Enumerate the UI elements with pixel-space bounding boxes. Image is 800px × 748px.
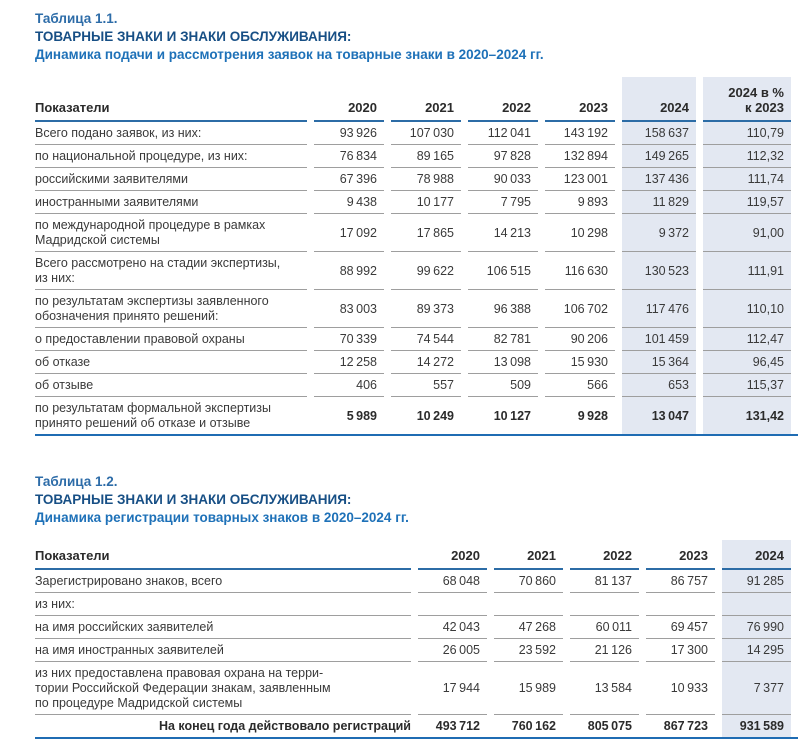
value-cell: 111,91 (703, 252, 791, 290)
value-cell: 867 723 (663, 719, 708, 733)
value-cell: 15 930 (545, 351, 615, 374)
year-column-header: 2021 (494, 540, 563, 570)
value-cell: 805 075 (587, 719, 632, 733)
value-cell: 10 249 (416, 408, 454, 423)
value-cell: 89 165 (391, 145, 461, 168)
value-cell: 67 396 (314, 168, 384, 191)
value-cell: 110,10 (703, 290, 791, 328)
value-cell (418, 593, 487, 616)
value-cell: 149 265 (622, 145, 696, 168)
value-cell: 74 544 (391, 328, 461, 351)
value-cell: 96 388 (468, 290, 538, 328)
value-cell: 17 865 (391, 214, 461, 252)
value-cell: 13 098 (468, 351, 538, 374)
value-cell: 99 622 (391, 252, 461, 290)
value-cell: 9 438 (314, 191, 384, 214)
indicator-label-cell: по международной процедуре в рамках Мадридской системы (35, 214, 307, 252)
value-cell: 406 (314, 374, 384, 397)
tbl2-grid (28, 540, 798, 737)
year-column-header: 2024 (622, 77, 696, 122)
ratio-column-header: 2024 в % к 2023 (703, 77, 791, 122)
value-cell: 111,74 (703, 168, 791, 191)
value-cell: 10 127 (493, 408, 531, 423)
value-cell: 566 (545, 374, 615, 397)
value-cell: 82 781 (468, 328, 538, 351)
value-cell: 137 436 (622, 168, 696, 191)
value-cell: 143 192 (545, 122, 615, 145)
value-cell: 117 476 (622, 290, 696, 328)
value-cell: 653 (622, 374, 696, 397)
value-cell: 106 702 (545, 290, 615, 328)
value-cell: 115,37 (703, 374, 791, 397)
year-column-header: 2023 (545, 77, 615, 122)
indicator-label-cell: российскими заявителями (35, 168, 307, 191)
tbl1-grid (28, 77, 798, 434)
indicator-label-cell: На конец года действовало регистраций (158, 719, 411, 733)
table-1-1-number: Таблица 1.1. (35, 11, 118, 26)
table-1-2-subtitle: Динамика регистрации товарных знаков в 2020–2024 гг. (35, 510, 409, 525)
value-cell: 97 828 (468, 145, 538, 168)
table-row (35, 639, 791, 662)
value-cell: 112,47 (703, 328, 791, 351)
value-cell: 86 757 (646, 570, 715, 593)
value-cell: 89 373 (391, 290, 461, 328)
table-row (35, 662, 791, 715)
value-cell: 14 295 (722, 639, 791, 662)
value-cell: 14 272 (391, 351, 461, 374)
value-cell: 17 944 (418, 662, 487, 715)
value-cell: 7 377 (722, 662, 791, 715)
value-cell: 15 364 (622, 351, 696, 374)
value-cell: 130 523 (622, 252, 696, 290)
value-cell: 557 (391, 374, 461, 397)
value-cell: 131,42 (703, 397, 791, 434)
value-cell: 132 894 (545, 145, 615, 168)
value-cell: 13 047 (622, 397, 696, 434)
table-1-2-titles (35, 473, 798, 527)
table-1-1-section (35, 10, 798, 436)
table-1-1-titles (35, 10, 798, 64)
year-column-header: 2022 (468, 77, 538, 122)
value-cell: 47 268 (494, 616, 563, 639)
value-cell: 91 285 (722, 570, 791, 593)
value-cell: 17 092 (314, 214, 384, 252)
value-cell: 123 001 (545, 168, 615, 191)
table-row (35, 122, 791, 145)
table-row (35, 252, 791, 290)
header-row (35, 540, 791, 570)
indicators-column-header: Показатели (35, 540, 411, 570)
indicators-column-header: Показатели (35, 77, 307, 122)
value-cell: 90 033 (468, 168, 538, 191)
year-column-header: 2020 (418, 540, 487, 570)
value-cell: 83 003 (314, 290, 384, 328)
value-cell: 107 030 (391, 122, 461, 145)
value-cell: 509 (468, 374, 538, 397)
value-cell: 14 213 (468, 214, 538, 252)
indicator-label-cell: по национальной процедуре, из них: (35, 145, 307, 168)
value-cell: 116 630 (545, 252, 615, 290)
indicator-label-cell: на имя иностранных заявителей (35, 639, 411, 662)
value-cell: 21 126 (570, 639, 639, 662)
table-1-2-heading: ТОВАРНЫЕ ЗНАКИ И ЗНАКИ ОБСЛУЖИВАНИЯ: (35, 492, 352, 507)
value-cell (722, 593, 791, 616)
value-cell: 17 300 (646, 639, 715, 662)
value-cell: 68 048 (418, 570, 487, 593)
value-cell: 931 589 (722, 715, 791, 737)
table-1-1-subtitle: Динамика подачи и рассмотрения заявок на товарные знаки в 2020–2024 гг. (35, 47, 544, 62)
value-cell: 760 162 (511, 719, 556, 733)
value-cell: 60 011 (570, 616, 639, 639)
indicator-label-cell: из них: (35, 593, 411, 616)
value-cell: 70 339 (314, 328, 384, 351)
indicator-label-cell: Всего подано заявок, из них: (35, 122, 307, 145)
value-cell: 23 592 (494, 639, 563, 662)
year-column-header: 2020 (314, 77, 384, 122)
value-cell: 42 043 (418, 616, 487, 639)
value-cell: 158 637 (622, 122, 696, 145)
indicator-label-cell: по результатам формальной экспертизы принято решений об отказе и отзыве (35, 401, 271, 430)
value-cell: 10 298 (545, 214, 615, 252)
table-row (35, 145, 791, 168)
value-cell: 110,79 (703, 122, 791, 145)
table-row (35, 290, 791, 328)
indicator-label-cell: об отказе (35, 351, 307, 374)
value-cell: 13 584 (570, 662, 639, 715)
value-cell: 90 206 (545, 328, 615, 351)
value-cell: 7 795 (468, 191, 538, 214)
table-row (35, 374, 791, 397)
value-cell: 10 177 (391, 191, 461, 214)
value-cell: 93 926 (314, 122, 384, 145)
value-cell: 12 258 (314, 351, 384, 374)
value-cell: 81 137 (570, 570, 639, 593)
value-cell: 5 989 (346, 408, 377, 423)
value-cell: 91,00 (703, 214, 791, 252)
table-row (35, 616, 791, 639)
value-cell: 26 005 (418, 639, 487, 662)
value-cell: 69 457 (646, 616, 715, 639)
value-cell: 9 893 (545, 191, 615, 214)
table-row (35, 570, 791, 593)
value-cell: 10 933 (646, 662, 715, 715)
value-cell: 112,32 (703, 145, 791, 168)
table-row (35, 593, 791, 616)
value-cell: 9 372 (622, 214, 696, 252)
value-cell: 96,45 (703, 351, 791, 374)
value-cell: 493 712 (435, 719, 480, 733)
value-cell: 78 988 (391, 168, 461, 191)
year-column-header: 2022 (570, 540, 639, 570)
table-row (35, 328, 791, 351)
indicator-label-cell: Всего рассмотрено на стадии экспертизы, из них: (35, 252, 307, 290)
table-1-2-number: Таблица 1.2. (35, 474, 118, 489)
value-cell: 9 928 (577, 408, 608, 423)
table-row (35, 397, 791, 434)
value-cell: 15 989 (494, 662, 563, 715)
indicator-label-cell: на имя российских заявителей (35, 616, 411, 639)
table-1-2-section (35, 473, 798, 739)
header-row (35, 77, 791, 122)
applications-dynamics-table (35, 77, 798, 436)
table-row (35, 351, 791, 374)
indicator-label-cell: из них предоставлена правовая охрана на терри- тории Российской Федерации знакам, заявленным по процедуре Мадридской системы (35, 662, 411, 715)
indicator-label-cell: по результатам экспертизы заявленного обозначения принято решений: (35, 290, 307, 328)
year-column-header: 2021 (391, 77, 461, 122)
indicator-label-cell: иностранными заявителями (35, 191, 307, 214)
value-cell (570, 593, 639, 616)
table-1-1-heading: ТОВАРНЫЕ ЗНАКИ И ЗНАКИ ОБСЛУЖИВАНИЯ: (35, 29, 352, 44)
value-cell (494, 593, 563, 616)
value-cell: 88 992 (314, 252, 384, 290)
registrations-dynamics-table (35, 540, 798, 739)
value-cell: 112 041 (468, 122, 538, 145)
value-cell: 11 829 (622, 191, 696, 214)
value-cell: 70 860 (494, 570, 563, 593)
value-cell: 101 459 (622, 328, 696, 351)
table-row (35, 214, 791, 252)
indicator-label-cell: об отзыве (35, 374, 307, 397)
year-column-header: 2023 (646, 540, 715, 570)
table-row (35, 168, 791, 191)
value-cell: 106 515 (468, 252, 538, 290)
indicator-label-cell: Зарегистрировано знаков, всего (35, 570, 411, 593)
value-cell: 76 990 (722, 616, 791, 639)
table-row (35, 191, 791, 214)
value-cell: 119,57 (703, 191, 791, 214)
value-cell (646, 593, 715, 616)
value-cell: 76 834 (314, 145, 384, 168)
year-column-header: 2024 (722, 540, 791, 570)
table-row (35, 715, 791, 737)
indicator-label-cell: о предоставлении правовой охраны (35, 328, 307, 351)
